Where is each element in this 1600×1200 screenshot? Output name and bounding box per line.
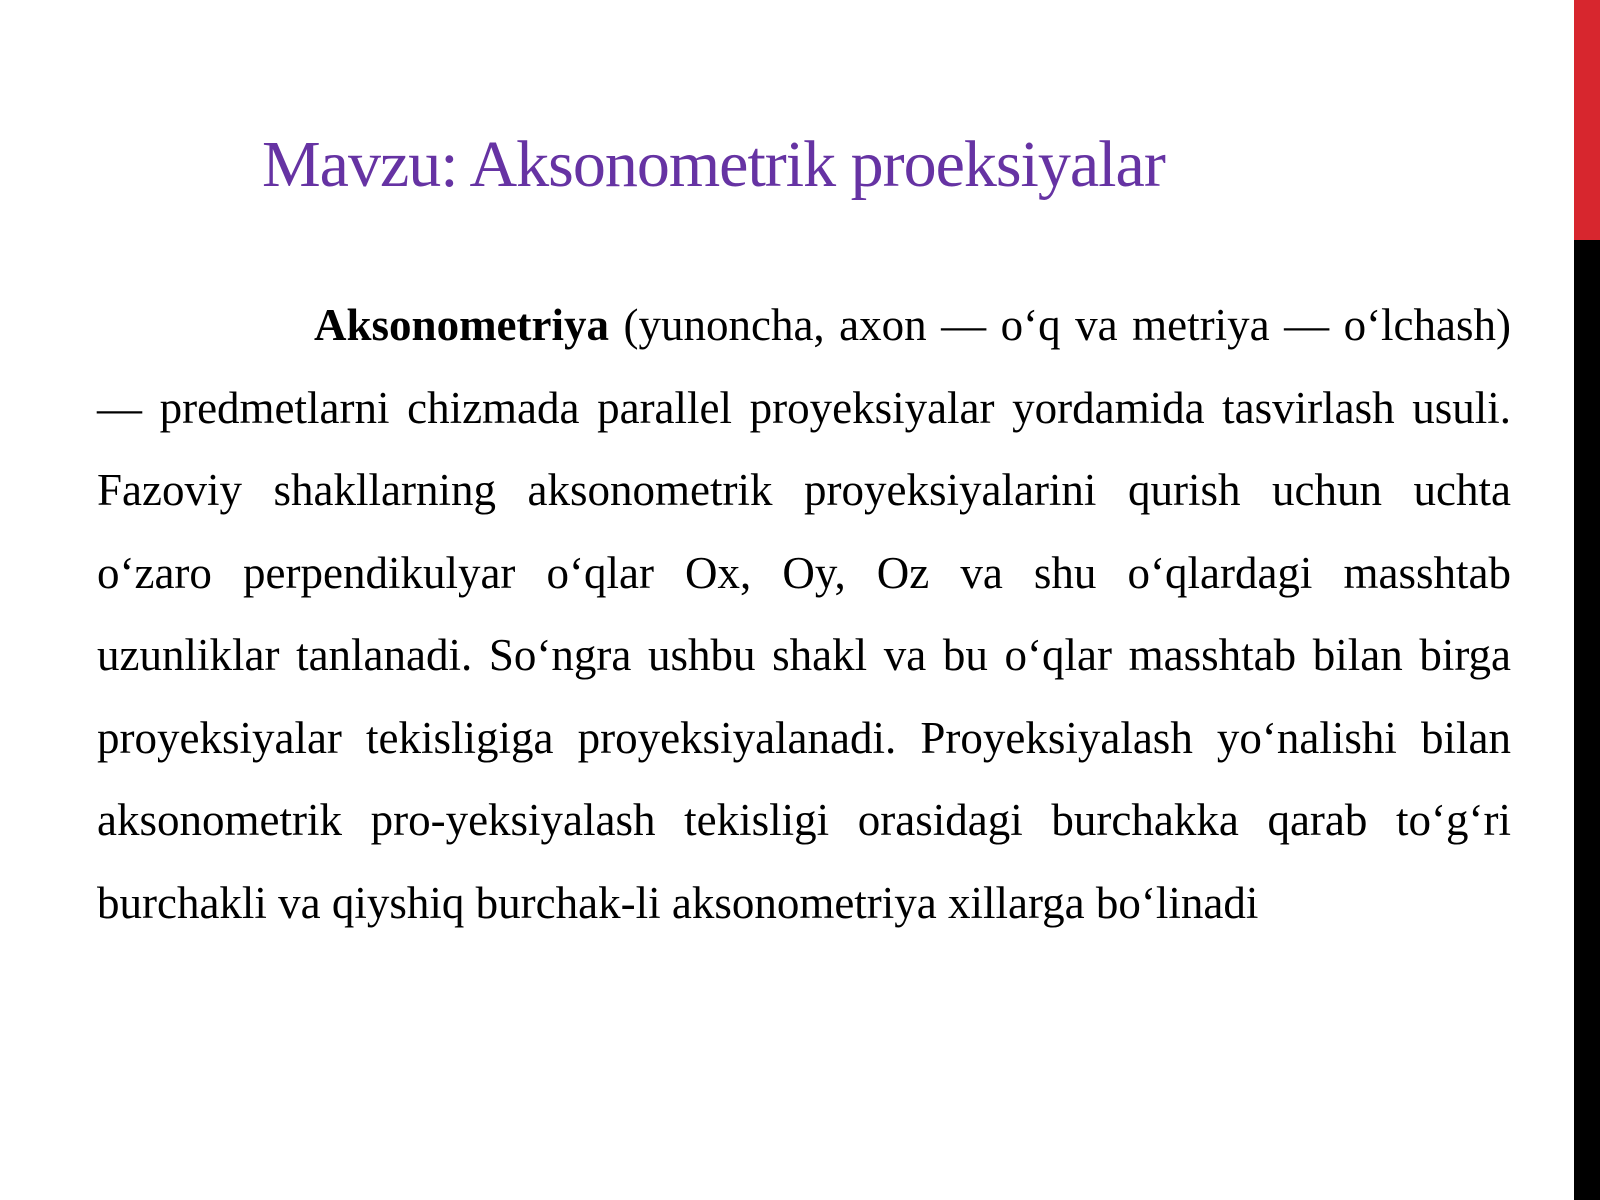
defined-term: Aksonometriya [314,300,609,350]
accent-bar-red [1574,0,1600,240]
accent-bar-black [1574,240,1600,1200]
body-paragraph [97,284,1511,944]
definition-text: (yunoncha, axon — o‘q va metriya — o‘lchash) — predmetlarni chizmada parallel proyeksiyalar yordamida tasvirlash usuli. Fazoviy shakllarning aksonometrik proyeksiyalarini qurish uchun uchta o‘zaro perpendikulyar o‘qlar Ox, Oy, Oz va shu o‘qlardagi masshtab uzunliklar tanlanadi. So‘ngra ushbu shakl va bu o‘qlar masshtab bilan birga proyeksiyalar tekisligiga proyeksiyalanadi. Proyeksiyalash yo‘nalishi bilan aksonometrik pro-yeksiyalash tekisligi orasidagi burchakka qarab to‘g‘ri burchakli va qiyshiq burchak-li aksonometriya xillarga bo‘linadi [97,300,1511,928]
slide-title: Mavzu: Aksonometrik proeksiyalar [262,128,1165,201]
